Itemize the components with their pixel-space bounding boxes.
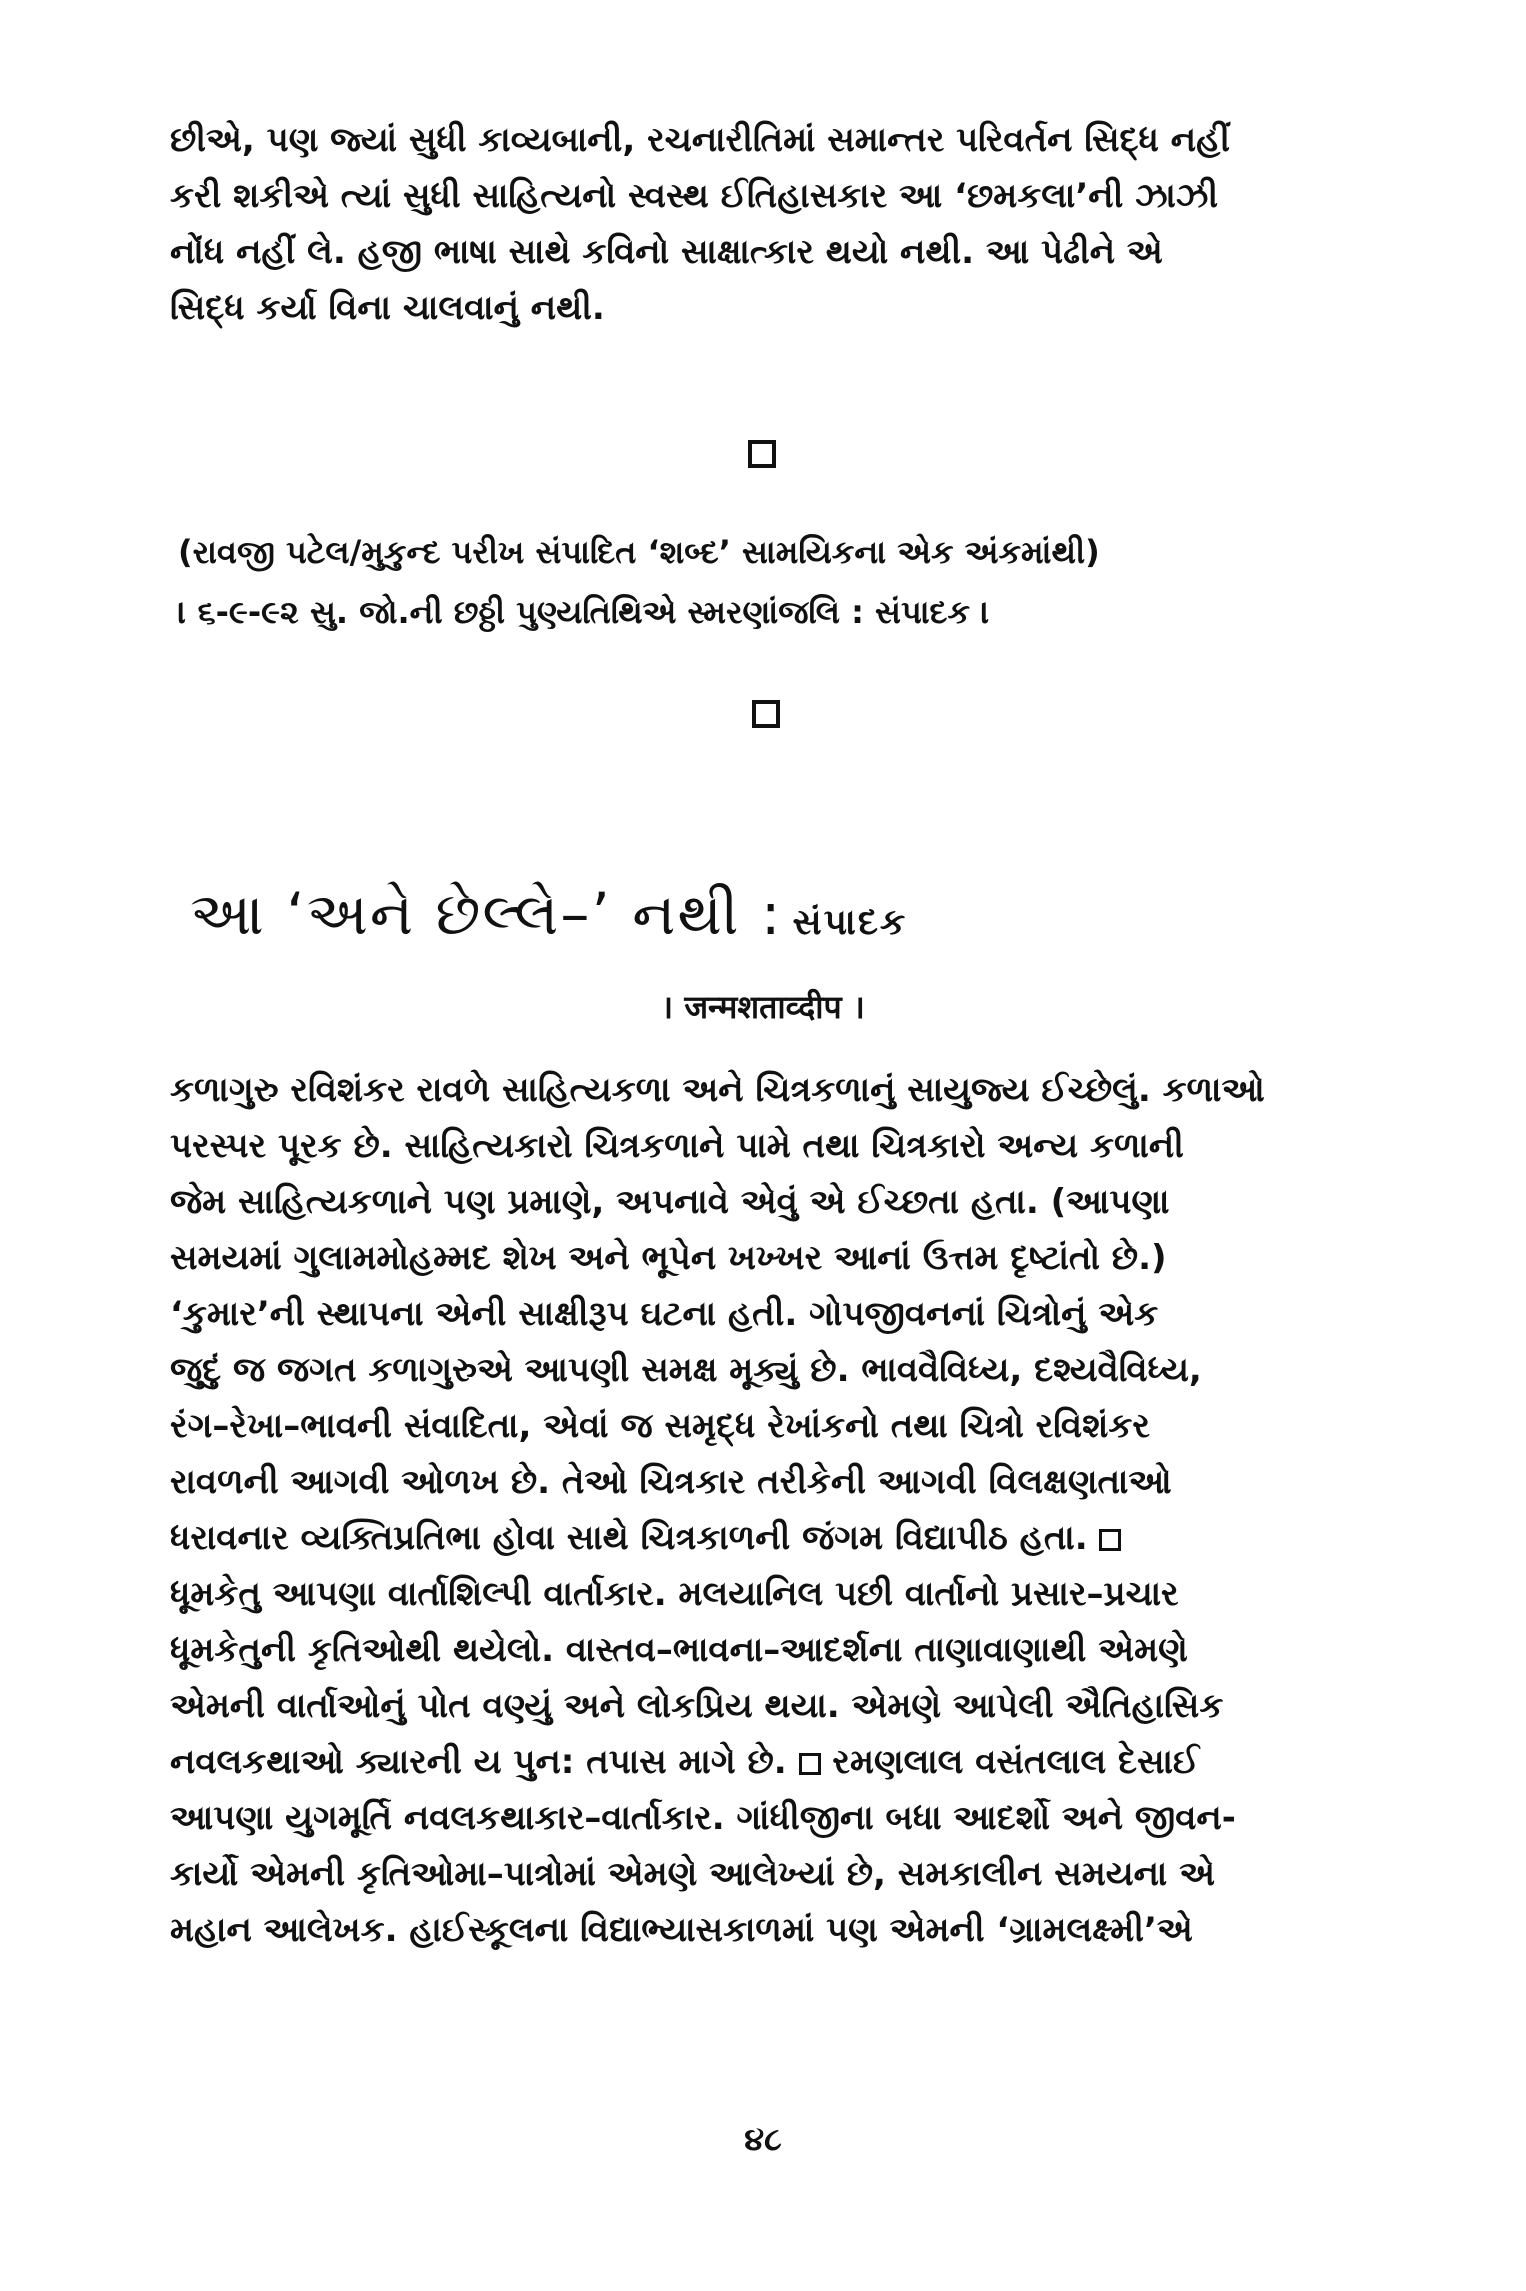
memorial-line: । ૬-૯-૯૨ સુ. જો.ની છઠ્ઠી પુણ્યતિથિએ સ્મરણાંજલિ : સંપાદક ।	[178, 593, 990, 631]
separator-box	[1099, 1529, 1121, 1551]
text-line: સમયમાં ગુલામમોહમ્મદ શેખ અને ભૂપેન ખખ્ખર આનાં ઉત્તમ દૃષ્ટાંતો છે.)	[170, 1238, 1167, 1278]
text-line: જેમ સાહિત્યકળાને પણ પ્રમાણે, અપનાવે એવું એ ઈચ્છતા હતા. (આપણા	[170, 1182, 1170, 1222]
text-line: ધૂમકેતુ આપણા વાર્તાશિલ્પી વાર્તાકાર. મલયાનિલ પછી વાર્તાનો પ્રસાર–પ્રચાર	[170, 1574, 1179, 1614]
text-line: નોંધ નહીં લે. હજી ભાષા સાથે કવિનો સાક્ષાત્કાર થયો નથી. આ પેઢીને એ	[170, 232, 1163, 272]
text-line: રંગ–રેખા–ભાવની સંવાદિતા, એવાં જ સમૃદ્ધ રેખાંકનો તથા ચિત્રો રવિશંકર	[170, 1406, 1150, 1446]
text-line: મહાન આલેખક. હાઈસ્કૂલના વિદ્યાભ્યાસકાળમાં પણ એમની ‘ગ્રામલક્ષ્મી’એ	[170, 1910, 1193, 1950]
section-divider-box	[752, 700, 780, 728]
text-run: ધરાવનાર વ્યક્તિપ્રતિભા હોવા સાથે ચિત્રકાળની જંગમ વિદ્યાપીઠ હતા.	[170, 1518, 1088, 1558]
text-line: છીએ, પણ જ્યાં સુધી કાવ્યબાની, રચનારીતિમાં સમાન્તર પરિવર્તન સિદ્ધ નહીં	[170, 120, 1231, 160]
text-run: નવલકથાઓ ક્યારની ય પુન: તપાસ માગે છે.	[170, 1742, 787, 1782]
top-paragraph	[170, 112, 1360, 336]
text-line	[170, 1510, 1360, 1566]
source-note	[178, 522, 1368, 642]
text-line: એમની વાર્તાઓનું પોત વણ્યું અને લોકપ્રિય થયા. એમણે આપેલી ઐતિહાસિક	[170, 1686, 1224, 1726]
text-line: રાવળની આગવી ઓળખ છે. તેઓ ચિત્રકાર તરીકેની આગવી વિલક્ષણતાઓ	[170, 1462, 1172, 1502]
source-line: (રાવજી પટેલ/મુકુન્દ પરીખ સંપાદિત ‘શબ્દ’ સામયિકના એક અંકમાંથી)	[178, 533, 1100, 571]
body-paragraph	[170, 1062, 1360, 1958]
page-number: ૪૮	[744, 2120, 782, 2158]
text-run: રમણલાલ વસંતલાલ દેસાઈ	[832, 1742, 1200, 1782]
text-line: સિદ્ધ કર્યા વિના ચાલવાનું નથી.	[170, 288, 605, 328]
article-byline: સંપાદક	[792, 902, 908, 943]
text-line: આપણા યુગમૂર્તિ નવલકથાકાર–વાર્તાકાર. ગાંધીજીના બધા આદર્શો અને જીવન-	[170, 1798, 1236, 1838]
text-line: કરી શકીએ ત્યાં સુધી સાહિત્યનો સ્વસ્થ ઈતિહાસકાર આ ‘છમકલા’ની ઝાઝી	[170, 176, 1219, 216]
text-line: ‘કુમાર’ની સ્થાપના એની સાક્ષીરૂપ ઘટના હતી. ગોપજીવનનાં ચિત્રોનું એક	[170, 1294, 1159, 1334]
text-line: જુદું જ જગત કળાગુરુએ આપણી સમક્ષ મૂક્યું છે. ભાવવૈવિધ્ય, દશ્યવૈવિધ્ય,	[170, 1350, 1202, 1390]
article-heading	[190, 880, 907, 949]
separator-box	[799, 1753, 821, 1775]
text-line: કાર્યો એમની કૃતિઓમા–પાત્રોમાં એમણે આલેખ્યાં છે, સમકાલીન સમયના એ	[170, 1854, 1215, 1894]
article-subtitle: । जन्मशताव्दीप ।	[661, 988, 865, 1026]
text-line: પરસ્પર પૂરક છે. સાહિત્યકારો ચિત્રકળાને પામે તથા ચિત્રકારો અન્ય કળાની	[170, 1126, 1184, 1166]
section-divider-box	[748, 440, 776, 468]
text-line	[170, 1734, 1360, 1790]
text-line: કળાગુરુ રવિશંકર રાવળે સાહિત્યકળા અને ચિત્રકળાનું સાયુજ્ય ઈચ્છેલું. કળાઓ	[170, 1070, 1265, 1110]
text-line: ધૂમકેતુની કૃતિઓથી થયેલો. વાસ્તવ–ભાવના–આદર્શના તાણાવાણાથી એમણે	[170, 1630, 1188, 1670]
article-title: આ ‘અને છેલ્લે–’ નથી :	[190, 880, 783, 948]
